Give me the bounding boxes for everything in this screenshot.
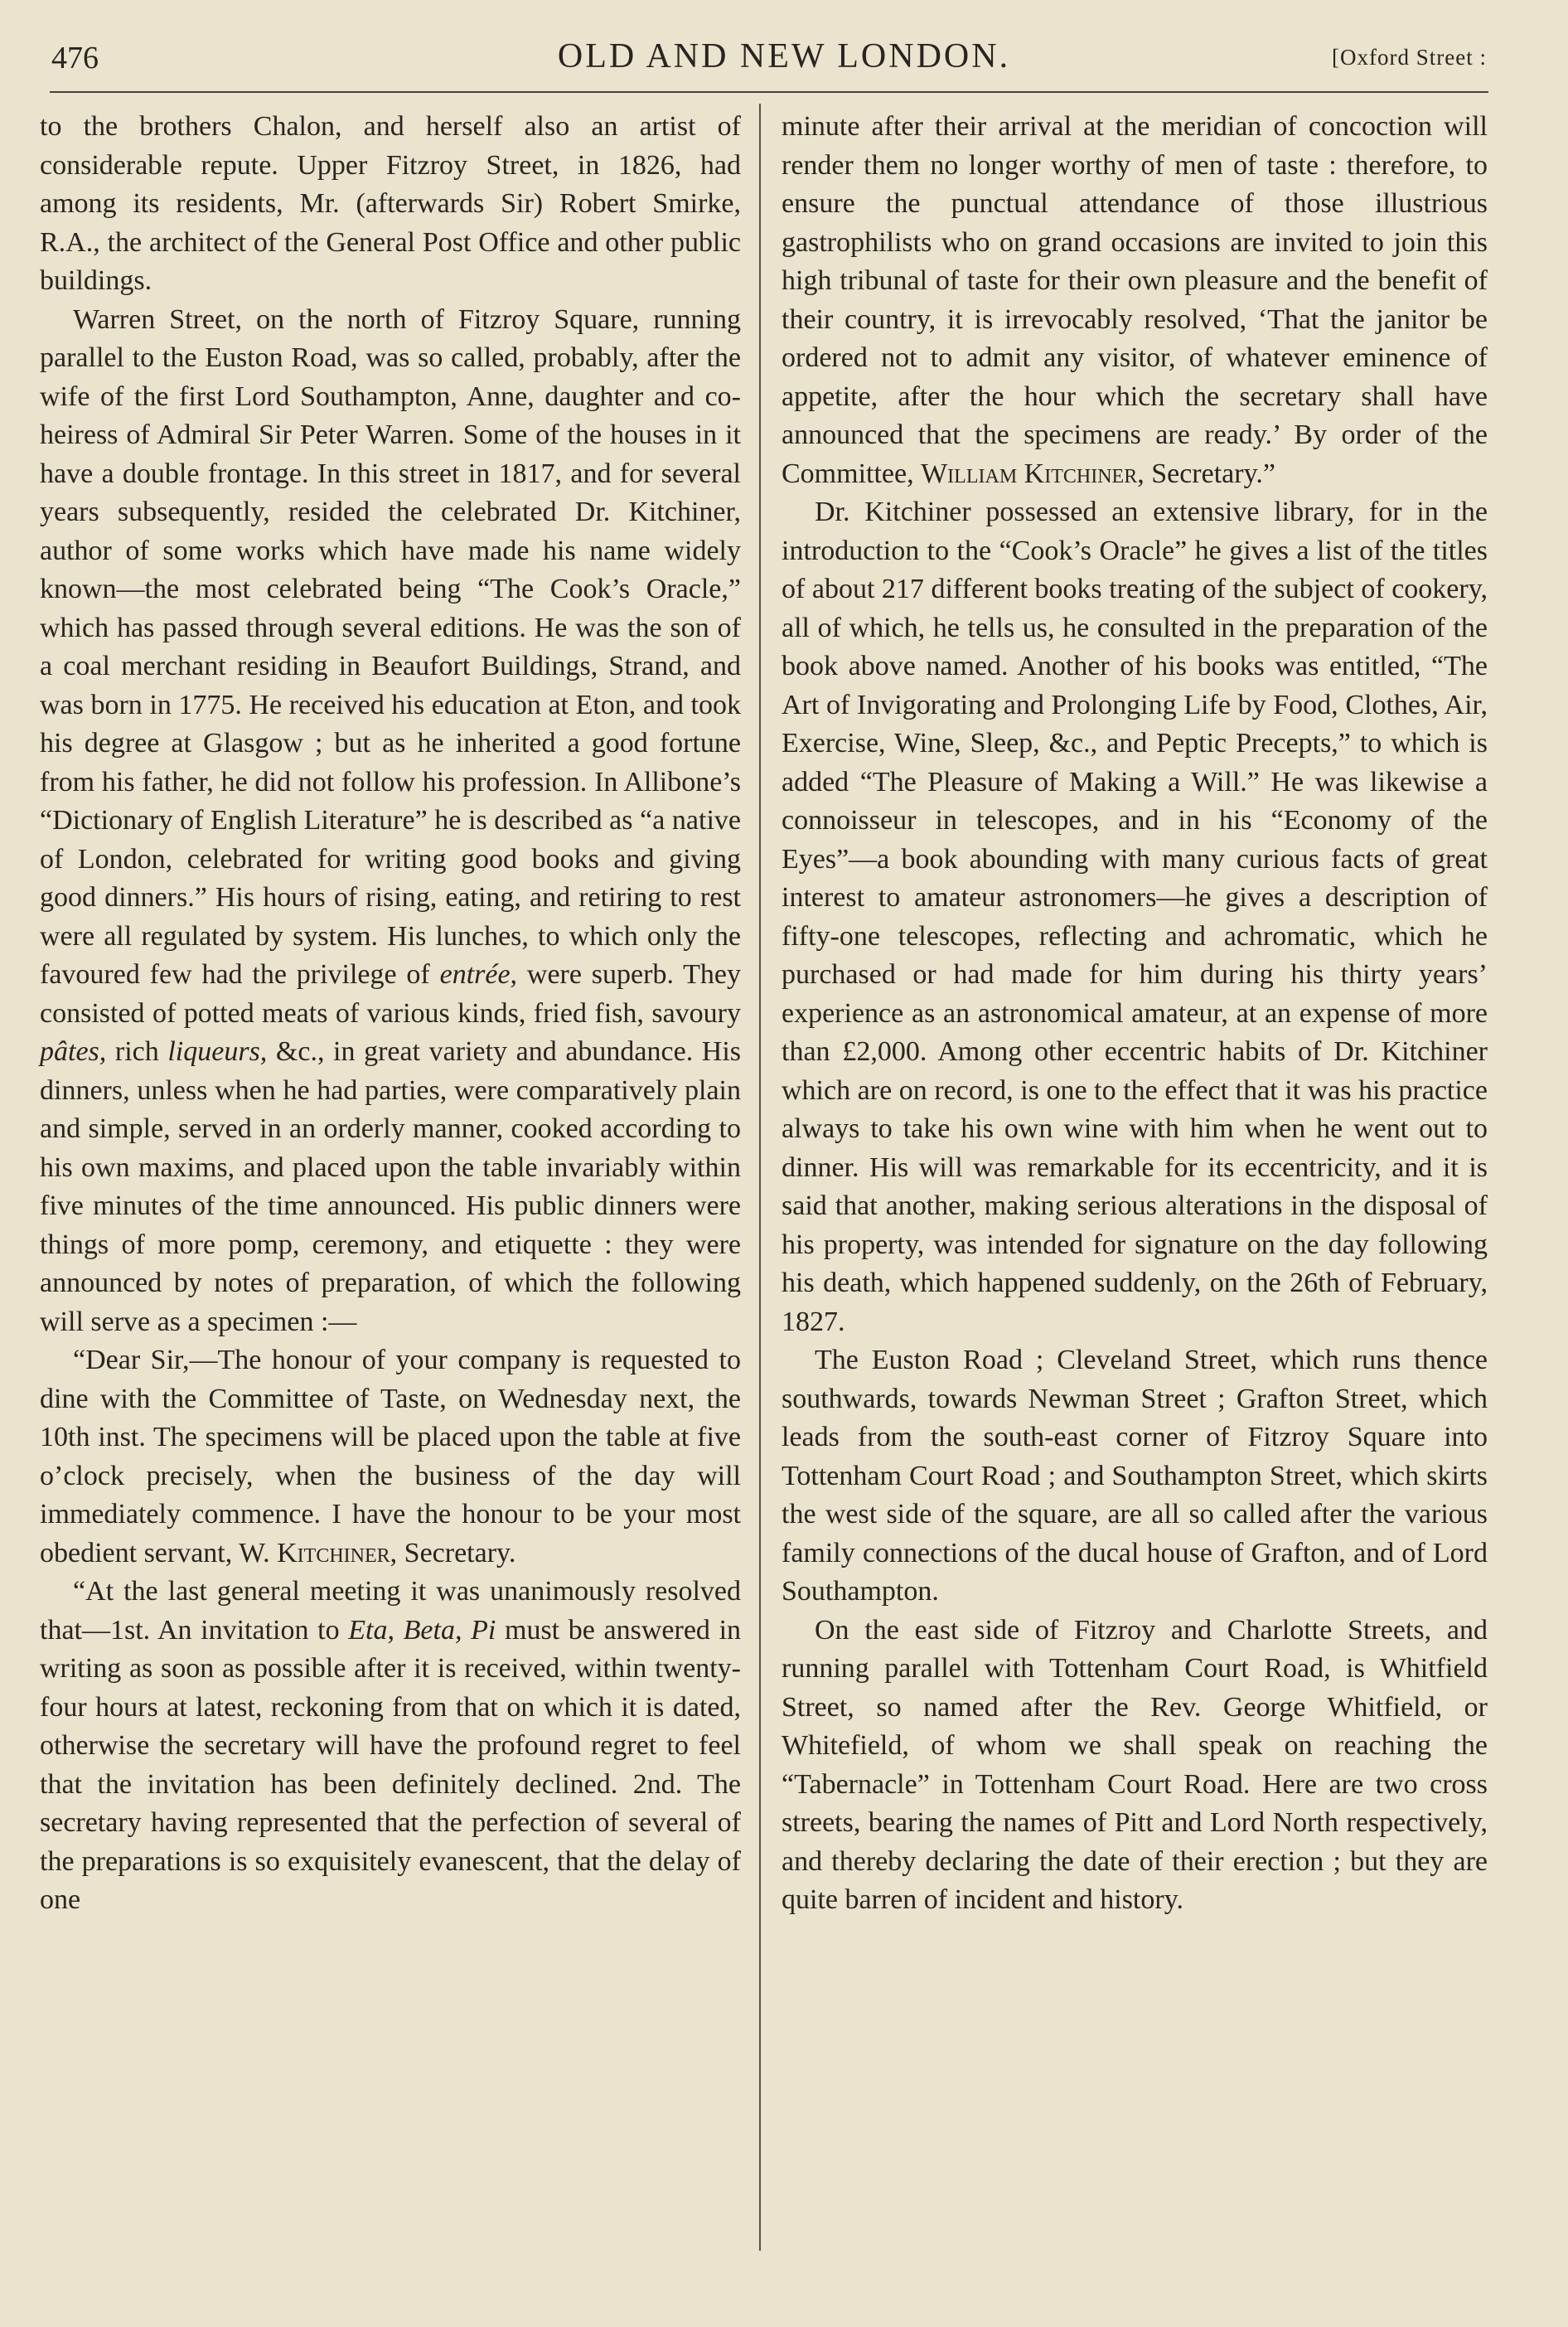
paragraph: Dr. Kitchiner possessed an extensive library, for in the introduction to the “Cook’s Oracle” he gives a list of the titles of about 217 different books treating of the subject of cookery, all of which, he tells us, he consulted in the preparation of the book above named. Another of his books was entitled, “The Art of Invigorating and Prolonging Life by Food, Clothes, Air, Exercise, Wine, Sleep, &c., and Peptic Precepts,” to which is added “The Pleasure of Making a Will.” He was likewise a connoisseur in telescopes, and in his “Economy of the Eyes”—a book abounding with many curious facts of great interest to amateur astronomers—he gives a description of fifty-one telescopes, reflecting and achromatic, which he purchased or had made for him during his thirty years’ experience as an astronomical amateur, at an expense of more than £2,000. Among other eccentric habits of Dr. Kitchiner which are on record, is one to the effect that it was his practice always to take his own wine with him when he went out to dinner. His will was remarkable for its eccentricity, and it is said that another, making serious alterations in the disposal of his property, was intended for signature on the day following his death, which happened suddenly, on the 26th of February, 1827.: [782, 497, 1488, 1337]
paragraph: On the east side of Fitzroy and Charlotte Streets, and running parallel with Tottenham Court Road, is Whitfield Street, so named after the Rev. George Whitfield, or Whitefield, of whom we shall speak on reaching the “Tabernacle” in Tottenham Court Road. Here are two cross streets, bearing the names of Pitt and Lord North respectively, and thereby declaring the date of their erection ; but they are quite barren of incident and history.: [782, 1614, 1488, 1915]
running-title: OLD AND NEW LONDON.: [557, 37, 1011, 75]
paragraph: The Euston Road ; Cleveland Street, which runs thence southwards, towards Newman Street ; Grafton Street, which leads from the south-east corner of Fitzroy Square into Tottenham Court Road ; and Southampton Street, which skirts the west side of the square, are all so called after the various family connections of the ducal house of Grafton, and of Lord Southampton.: [782, 1345, 1488, 1607]
header-rule: [50, 91, 1488, 93]
column-divider: [759, 104, 761, 2251]
paragraph: Warren Street, on the north of Fitzroy Square, running parallel to the Euston Road, was so called, probably, after the wife of the first Lord Southampton, Anne, daughter and co-heiress of Admiral Sir Peter Warren. Some of the houses in it have a double frontage. In this street in 1817, and for several years subsequently, resided the celebrated Dr. Kitchiner, author of some works which have made his name widely known—the most celebrated being “The Cook’s Oracle,” which has passed through several editions. He was the son of a coal merchant residing in Beaufort Buildings, Strand, and was born in 1775. He received his education at Eton, and took his degree at Glasgow ; but as he inherited a good fortune from his father, he did not follow his profession. In Allibone’s “Dictionary of English Literature” he is described as “a native of London, celebrated for writing good books and giving good dinners.” His hours of rising, eating, and retiring to rest were all regulated by system. His lunches, to which only the favoured few had the privilege of entrée, were superb. They consisted of potted meats of various kinds, fried fish, savoury pâtes, rich liqueurs, &c., in great variety and abundance. His dinners, unless when he had parties, were comparatively plain and simple, served in an orderly manner, cooked according to his own maxims, and placed upon the table invariably within five minutes of the time announced. His public dinners were things of more pomp, ceremony, and etiquette : they were announced by notes of preparation, of which the following will serve as a specimen :—: [40, 303, 742, 1337]
paragraph: “Dear Sir,—The honour of your company is requested to dine with the Committee of Taste, on Wednesday next, the 10th inst. The specimens will be placed upon the table at five o’clock precisely, when the business of the day will immediately commence. I have the honour to be your most obedient servant, W. Kitchiner, Secretary.: [40, 1345, 741, 1568]
paragraph: minute after their arrival at the meridian of concoction will render them no longer worthy of men of taste : therefore, to ensure the punctual attendance of those illustrious gastrophilists who on grand occasions are invited to join this high tribunal of taste for their own pleasure and the benefit of their country, it is irrevocably resolved, ‘That the janitor be ordered not to admit any visitor, of whatever eminence of appetite, after the hour which the secretary shall have announced that the specimens are ready.’ By order of the Committee, William Kitchiner, Secretary.”: [782, 111, 1488, 489]
right-column: [782, 108, 1488, 1920]
paragraph: to the brothers Chalon, and herself also an artist of considerable repute. Upper Fitzroy Street, in 1826, had among its residents, Mr. (afterwards Sir) Robert Smirke, R.A., the architect of the General Post Office and other public buildings.: [40, 111, 741, 296]
left-column: [40, 108, 741, 1920]
running-section: [Oxford Street :: [1332, 45, 1487, 70]
page-number: 476: [51, 41, 99, 75]
paragraph: “At the last general meeting it was unanimously resolved that—1st. An invitation to Eta, Beta, Pi must be answered in writing as soon as possible after it is received, within twenty-four hours at latest, reckoning from that on which it is dated, otherwise the secretary will have the profound regret to feel that the invitation has been definitely declined. 2nd. The secretary having represented that the perfection of several of the preparations is so exquisitely evanescent, that the delay of one: [40, 1576, 742, 1915]
